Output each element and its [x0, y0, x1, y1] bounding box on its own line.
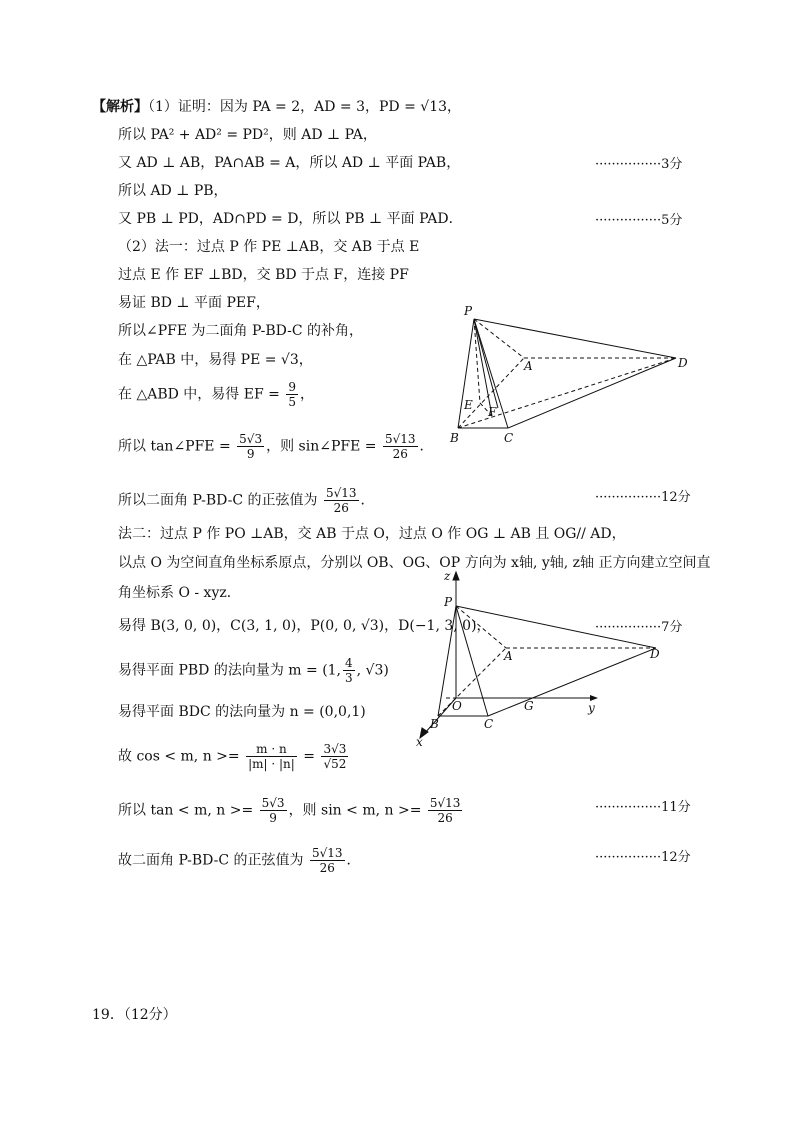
part1-line-1: （1）证明：因为 PA = 2，AD = 3，PD = √13， [148, 99, 462, 115]
part2-line-1: （2）法一：过点 P 作 PE ⊥AB，交 AB 于点 E [118, 239, 420, 255]
fraction: $\frac{4}{3}$ [345, 656, 353, 685]
analysis-tag: 【解析】 [92, 99, 148, 115]
fig2-label-y: y [588, 701, 595, 715]
method2-line-1: 法二：过点 P 作 PO ⊥AB，交 AB 于点 O，过点 O 作 OG ⊥ AB 且 OG// AD， [118, 526, 626, 542]
part2-line-5: 在 △PAB 中，易得 PE = √3， [118, 352, 313, 368]
fraction: $\frac{5√3}{9}$ [261, 796, 285, 825]
method2-line-8: 所以 tan < m, n >= $\frac{5√3}{9}$ ，则 sin < m, n >= $\frac{5√13}{26}$ [118, 796, 461, 825]
fig2-label-G: G [524, 699, 534, 713]
part2-line-4: 所以∠PFE 为二面角 P-BD-C 的补角， [118, 323, 364, 339]
method2-line-5: 易得平面 PBD 的法向量为 m = (1, $\frac{4}{3}$ , √3) [118, 656, 389, 685]
fig2-label-x: x [416, 735, 423, 748]
fig2-label-O: O [452, 699, 462, 713]
part1-line-2: 所以 PA² + AD² = PD²，则 AD ⊥ PA， [118, 127, 377, 143]
method2-line-4: 易得 B(3, 0, 0)，C(3, 1, 0)，P(0, 0, √3)，D(−1, 3, 0)， [118, 618, 491, 634]
part2-line-8: 所以二面角 P-BD-C 的正弦值为 $\frac{5√13}{26}$ ． [118, 486, 375, 515]
fraction: $\frac{5√13}{26}$ [429, 796, 461, 825]
part1-line-3: 又 AD ⊥ AB，PA∩AB = A，所以 AD ⊥ 平面 PAB， [118, 155, 461, 171]
score-11: ················11分 [595, 800, 691, 815]
score-12-first: ················12分 [595, 490, 691, 505]
fraction: $\frac{3√3}{√52}$ [323, 742, 347, 771]
method2-line-6: 易得平面 BDC 的法向量为 n = (0,0,1) [118, 704, 366, 720]
fraction: $\frac{5√13}{26}$ [311, 846, 343, 875]
score-12-second: ················12分 [595, 850, 691, 865]
score-3: ················3分 [595, 157, 683, 172]
fig1-label-C: C [504, 431, 514, 445]
score-5: ················5分 [595, 213, 683, 228]
fig2-label-A: A [504, 649, 513, 663]
fraction: $\frac{m \cdot n}{|m| \cdot |n|}$ [248, 742, 295, 771]
fig2-label-z: z [444, 569, 451, 583]
solution-line-1 [92, 97, 461, 117]
part1-line-5: 又 PB ⊥ PD，AD∩PD = D，所以 PB ⊥ 平面 PAD． [118, 211, 463, 227]
pyramid-figure-1 [440, 300, 700, 450]
part1-line-4: 所以 AD ⊥ PB， [118, 183, 228, 199]
fig1-label-D: D [678, 356, 688, 370]
next-question-heading: 19．（12分） [92, 1007, 177, 1023]
fig1-label-F: F [488, 405, 497, 419]
fraction: $\frac{9}{5}$ [288, 380, 296, 409]
fig1-label-P: P [464, 304, 473, 318]
method2-line-7: 故 cos < m, n >= $\frac{m \cdot n}{|m| \cdot |n|}$ = $\frac{3√3}{√52}$ [118, 742, 347, 771]
fig1-label-B: B [450, 431, 459, 445]
fraction: $\frac{5√13}{26}$ [384, 432, 416, 461]
fig2-label-B: B [430, 717, 439, 731]
score-7: ················7分 [595, 620, 683, 635]
method2-line-9: 故二面角 P-BD-C 的正弦值为 $\frac{5√13}{26}$ ． [118, 846, 361, 875]
part2-line-3: 易证 BD ⊥ 平面 PEF， [118, 295, 270, 311]
fig2-label-C: C [484, 717, 494, 731]
part2-line-2: 过点 E 作 EF ⊥BD，交 BD 于点 F，连接 PF [118, 267, 409, 283]
fig1-label-E: E [464, 398, 473, 412]
fraction: $\frac{5√3}{9}$ [239, 432, 263, 461]
fraction: $\frac{5√13}{26}$ [325, 486, 357, 515]
fig2-label-P: P [444, 595, 453, 609]
method2-line-2: 以点 O 为空间直角坐标系原点，分别以 OB、OG、OP 方向为 x轴, y轴, z轴 正方向建立空间直 [118, 555, 711, 571]
fig1-label-A: A [524, 359, 533, 373]
method2-line-3: 角坐标系 O - xyz． [118, 585, 241, 601]
part2-line-7: 所以 tan∠PFE = $\frac{5√3}{9}$ ，则 sin∠PFE = $\frac{5√13}{26}$ ． [118, 432, 434, 461]
part2-line-6: 在 △ABD 中，易得 EF = $\frac{9}{5}$ ， [118, 380, 314, 409]
fig2-label-D: D [650, 647, 660, 661]
pyramid-figure-2 [410, 568, 670, 748]
